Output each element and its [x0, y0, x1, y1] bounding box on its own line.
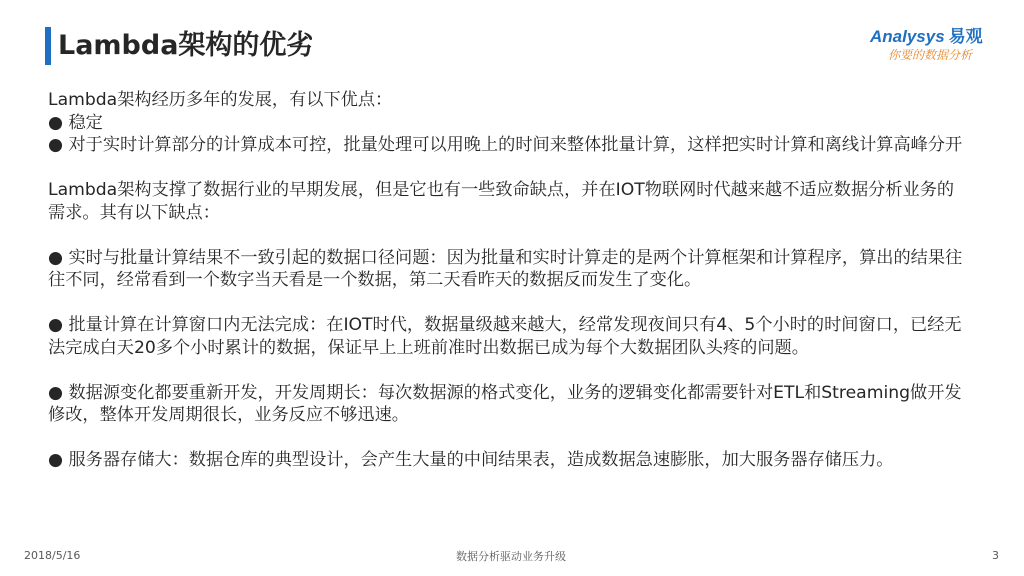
pros-intro: Lambda架构经历多年的发展，有以下优点： — [48, 90, 393, 110]
slide-title: Lambda架构的优劣 — [58, 30, 314, 61]
con-item-3: ● 数据源变化都要重新开发，开发周期长：每次数据源的格式变化，业务的逻辑变化都需要针对ETL和Streaming做开发修改，整体开发周期很长，业务反应不够迅速。 — [48, 382, 962, 425]
footer-date: 2018/5/16 — [24, 549, 81, 562]
spacer — [48, 427, 963, 450]
cons-intro: Lambda架构支撑了数据行业的早期发展，但是它也有一些致命缺点，并在IOT物联网时代越来越不适应数据分析业务的需求。其有以下缺点： — [48, 180, 955, 223]
title-accent-bar — [45, 27, 51, 65]
analysys-logo — [870, 22, 1000, 66]
logo-brand — [870, 22, 983, 47]
spacer — [48, 292, 963, 315]
footer-caption: 数据分析驱动业务升级 — [456, 550, 566, 563]
spacer — [48, 359, 963, 382]
logo-brand-en: Analysys — [870, 27, 945, 46]
pro-item-2: ● 对于实时计算部分的计算成本可控，批量处理可以用晚上的时间来整体批量计算，这样把实时计算和离线计算高峰分开 — [48, 135, 963, 155]
con-item-2: ● 批量计算在计算窗口内无法完成：在IOT时代，数据量级越来越大，经常发现夜间只有4、5个小时的时间窗口，已经无法完成白天20多个小时累计的数据，保证早上上班前准时出数据已成为每个大数据团队头疼的问题。 — [48, 315, 962, 358]
logo-slogan: 你要的数据分析 — [888, 48, 973, 62]
con-item-1: ● 实时与批量计算结果不一致引起的数据口径问题：因为批量和实时计算走的是两个计算框架和计算程序，算出的结果往往不同，经常看到一个数字当天看是一个数据，第二天看昨天的数据反而发生了变化。 — [48, 247, 963, 290]
pro-item-1: ● 稳定 — [48, 112, 103, 133]
spacer — [48, 224, 963, 247]
spacer — [48, 157, 963, 180]
page-number: 3 — [992, 549, 999, 562]
slide-body — [48, 89, 963, 472]
con-item-4: ● 服务器存储大：数据仓库的典型设计，会产生大量的中间结果表，造成数据急速膨胀，加大服务器存储压力。 — [48, 450, 894, 470]
logo-brand-cn: 易观 — [948, 27, 983, 46]
